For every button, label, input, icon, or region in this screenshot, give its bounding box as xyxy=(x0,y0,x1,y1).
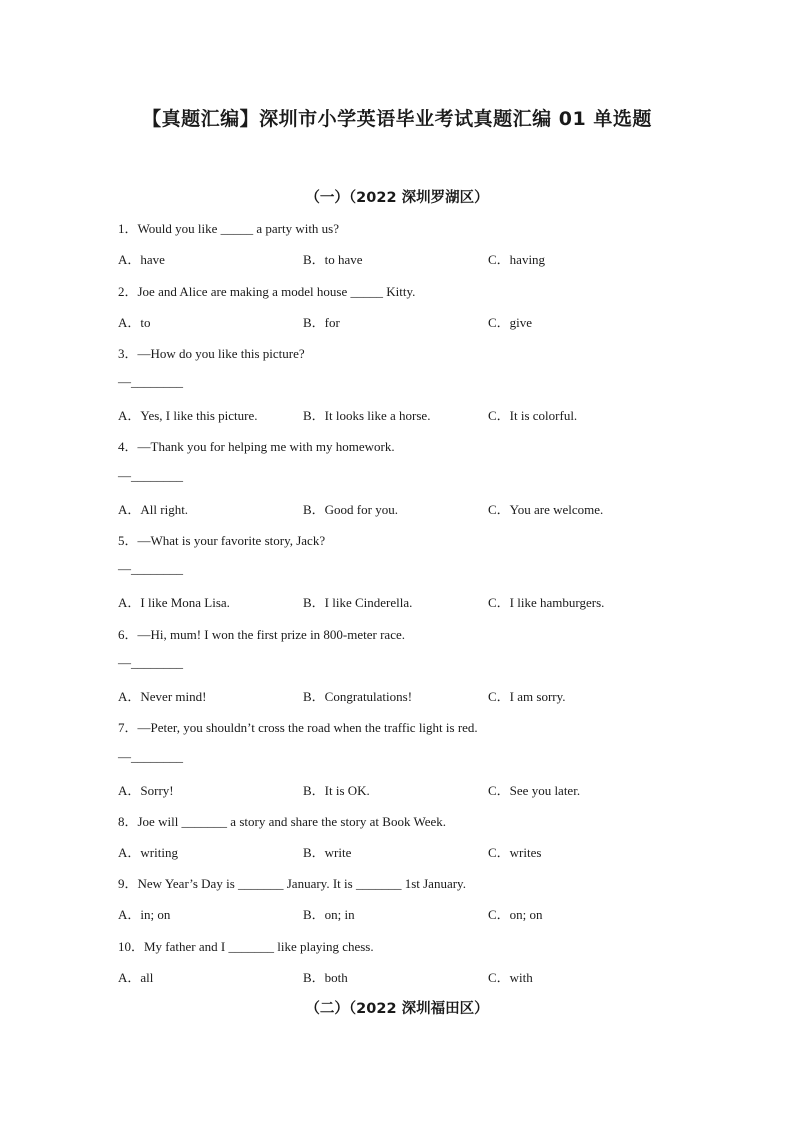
question-10-option-c: C．with xyxy=(488,970,533,985)
question-3-option-b: B．It looks like a horse. xyxy=(303,408,431,423)
question-7-option-b: B．It is OK. xyxy=(303,783,370,798)
question-9-stem: 9．New Year’s Day is _______ January. It is _______ 1st January. xyxy=(118,876,466,891)
question-4-option-c: C．You are welcome. xyxy=(488,502,604,517)
question-6-option-c: C．I am sorry. xyxy=(488,689,566,704)
question-7-answer-line: —________ xyxy=(118,749,183,764)
question-5-stem: 5．—What is your favorite story, Jack? xyxy=(118,533,326,548)
question-7-option-a: A．Sorry! xyxy=(118,783,174,798)
question-1-stem: 1．Would you like _____ a party with us? xyxy=(118,221,340,236)
question-10-option-a: A．all xyxy=(118,970,154,985)
question-5-answer-line: —________ xyxy=(118,561,183,576)
question-4-answer-line: —________ xyxy=(118,468,183,483)
question-3-stem: 3．—How do you like this picture? xyxy=(118,346,305,361)
question-2-option-c: C．give xyxy=(488,315,533,330)
question-5-option-a: A．I like Mona Lisa. xyxy=(118,595,230,610)
question-9-option-a: A．in; on xyxy=(118,907,171,922)
question-3-answer-line: —________ xyxy=(118,374,183,389)
question-5-option-c: C．I like hamburgers. xyxy=(488,595,605,610)
section-heading-1: （一）（2022 深圳罗湖区） xyxy=(305,190,489,206)
question-4-option-b: B．Good for you. xyxy=(303,502,398,517)
document-title: 【真题汇编】深圳市小学英语毕业考试真题汇编 01 单选题 xyxy=(142,108,652,130)
question-6-stem: 6．—Hi, mum! I won the first prize in 800-meter race. xyxy=(118,627,405,642)
question-8-option-b: B．write xyxy=(303,845,352,860)
question-9-option-b: B．on; in xyxy=(303,907,355,922)
question-2-option-b: B．for xyxy=(303,315,340,330)
question-9-option-c: C．on; on xyxy=(488,907,543,922)
section-heading-2: （二）（2022 深圳福田区） xyxy=(305,1001,489,1017)
question-1-option-b: B．to have xyxy=(303,252,363,267)
question-8-option-a: A．writing xyxy=(118,845,178,860)
question-7-option-c: C．See you later. xyxy=(488,783,581,798)
question-6-answer-line: —________ xyxy=(118,655,183,670)
question-6-option-b: B．Congratulations! xyxy=(303,689,413,704)
question-10-option-b: B．both xyxy=(303,970,348,985)
question-2-option-a: A．to xyxy=(118,315,151,330)
question-1-option-c: C．having xyxy=(488,252,546,267)
question-6-option-a: A．Never mind! xyxy=(118,689,207,704)
question-8-stem: 8．Joe will _______ a story and share the story at Book Week. xyxy=(118,814,446,829)
question-2-stem: 2．Joe and Alice are making a model house _____ Kitty. xyxy=(118,284,416,299)
question-10-stem: 10．My father and I _______ like playing chess. xyxy=(118,939,374,954)
question-8-option-c: C．writes xyxy=(488,845,542,860)
question-4-option-a: A．All right. xyxy=(118,502,189,517)
question-3-option-c: C．It is colorful. xyxy=(488,408,578,423)
question-5-option-b: B．I like Cinderella. xyxy=(303,595,413,610)
question-4-stem: 4．—Thank you for helping me with my homework. xyxy=(118,439,395,454)
question-1-option-a: A．have xyxy=(118,252,165,267)
question-3-option-a: A．Yes, I like this picture. xyxy=(118,408,258,423)
question-7-stem: 7．—Peter, you shouldn’t cross the road when the traffic light is red. xyxy=(118,720,478,735)
